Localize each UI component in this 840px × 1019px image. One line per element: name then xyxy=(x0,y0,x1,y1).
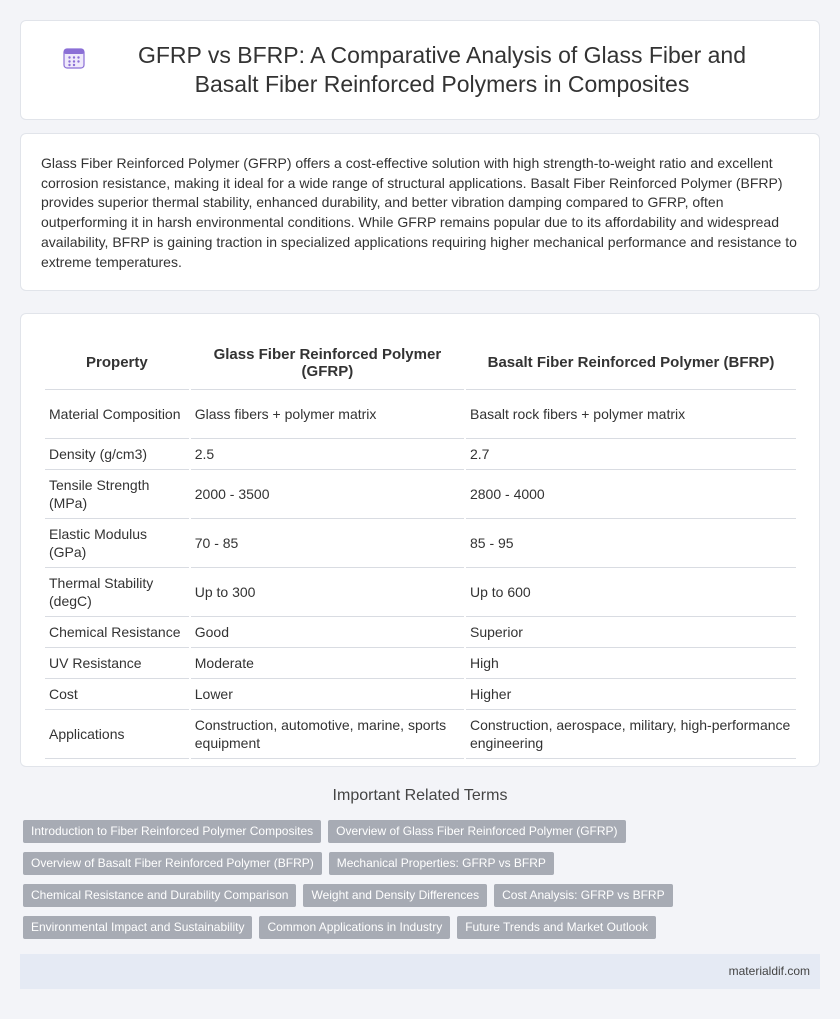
bfrp-cell: Higher xyxy=(466,679,796,710)
gfrp-cell: Good xyxy=(191,617,464,648)
property-cell: Tensile Strength (MPa) xyxy=(45,470,189,519)
intro-card xyxy=(20,133,820,291)
gfrp-cell: Up to 300 xyxy=(191,568,464,617)
tag-row xyxy=(23,852,813,875)
bfrp-cell: Basalt rock fibers + polymer matrix xyxy=(466,390,796,439)
bfrp-cell: Superior xyxy=(466,617,796,648)
header-inner xyxy=(61,41,779,99)
table-row xyxy=(45,648,796,679)
table-row xyxy=(45,390,796,439)
related-term-tag[interactable]: Future Trends and Market Outlook xyxy=(457,916,656,939)
related-term-tag[interactable]: Overview of Glass Fiber Reinforced Polymer (GFRP) xyxy=(328,820,625,843)
table-row xyxy=(45,679,796,710)
property-cell: Elastic Modulus (GPa) xyxy=(45,519,189,568)
related-term-tag[interactable]: Common Applications in Industry xyxy=(259,916,450,939)
tag-row xyxy=(23,884,813,907)
gfrp-cell: 70 - 85 xyxy=(191,519,464,568)
related-term-tag[interactable]: Weight and Density Differences xyxy=(303,884,487,907)
bfrp-cell: 2.7 xyxy=(466,439,796,470)
calendar-grid-icon xyxy=(61,45,87,71)
footer xyxy=(20,954,820,989)
table-header-row xyxy=(45,330,796,390)
footer-site-link[interactable]: materialdif.com xyxy=(728,964,810,978)
bfrp-cell: 2800 - 4000 xyxy=(466,470,796,519)
gfrp-cell: 2.5 xyxy=(191,439,464,470)
table-row xyxy=(45,470,796,519)
table-row xyxy=(45,617,796,648)
column-header-property: Property xyxy=(45,330,189,390)
related-term-tag[interactable]: Chemical Resistance and Durability Comparison xyxy=(23,884,296,907)
property-cell: Chemical Resistance xyxy=(45,617,189,648)
bfrp-cell: High xyxy=(466,648,796,679)
column-header-bfrp: Basalt Fiber Reinforced Polymer (BFRP) xyxy=(466,330,796,390)
bfrp-cell: Construction, aerospace, military, high-performance engineering xyxy=(466,710,796,759)
bfrp-cell: Up to 600 xyxy=(466,568,796,617)
property-cell: Material Composition xyxy=(45,390,189,439)
header-card xyxy=(20,20,820,120)
related-term-tag[interactable]: Environmental Impact and Sustainability xyxy=(23,916,252,939)
table-row xyxy=(45,439,796,470)
tag-row xyxy=(23,820,813,843)
gfrp-cell: Moderate xyxy=(191,648,464,679)
related-terms-title: Important Related Terms xyxy=(332,787,508,804)
bfrp-cell: 85 - 95 xyxy=(466,519,796,568)
property-cell: Density (g/cm3) xyxy=(45,439,189,470)
comparison-table-card xyxy=(20,313,820,767)
tag-row xyxy=(23,916,813,939)
table-row xyxy=(45,519,796,568)
related-terms-list xyxy=(23,820,813,948)
table-row xyxy=(45,710,796,759)
table-row xyxy=(45,568,796,617)
related-term-tag[interactable]: Mechanical Properties: GFRP vs BFRP xyxy=(329,852,554,875)
property-cell: UV Resistance xyxy=(45,648,189,679)
property-cell: Applications xyxy=(45,710,189,759)
related-term-tag[interactable]: Cost Analysis: GFRP vs BFRP xyxy=(494,884,673,907)
gfrp-cell: Construction, automotive, marine, sports equipment xyxy=(191,710,464,759)
property-cell: Cost xyxy=(45,679,189,710)
gfrp-cell: Lower xyxy=(191,679,464,710)
related-term-tag[interactable]: Introduction to Fiber Reinforced Polymer Composites xyxy=(23,820,321,843)
related-term-tag[interactable]: Overview of Basalt Fiber Reinforced Polymer (BFRP) xyxy=(23,852,322,875)
property-cell: Thermal Stability (degC) xyxy=(45,568,189,617)
column-header-gfrp: Glass Fiber Reinforced Polymer (GFRP) xyxy=(191,330,464,390)
gfrp-cell: Glass fibers + polymer matrix xyxy=(191,390,464,439)
intro-paragraph: Glass Fiber Reinforced Polymer (GFRP) offers a cost-effective solution with high strength-to-weight ratio and excellent corrosion resistance, making it ideal for a wide range of structural applications. Basalt Fiber Reinforced Polymer (BFRP) provides superior thermal stability, enhanced durability, and better vibration damping compared to GFRP, often outperforming it in harsh environmental conditions. While GFRP remains popular due to its affordability and widespread availability, BFRP is gaining traction in specialized applications requiring higher mechanical performance and resistance to extreme temperatures. xyxy=(41,155,797,270)
gfrp-cell: 2000 - 3500 xyxy=(191,470,464,519)
comparison-table xyxy=(43,330,798,759)
page-title: GFRP vs BFRP: A Comparative Analysis of Glass Fiber and Basalt Fiber Reinforced Polymers in Composites xyxy=(137,42,747,97)
